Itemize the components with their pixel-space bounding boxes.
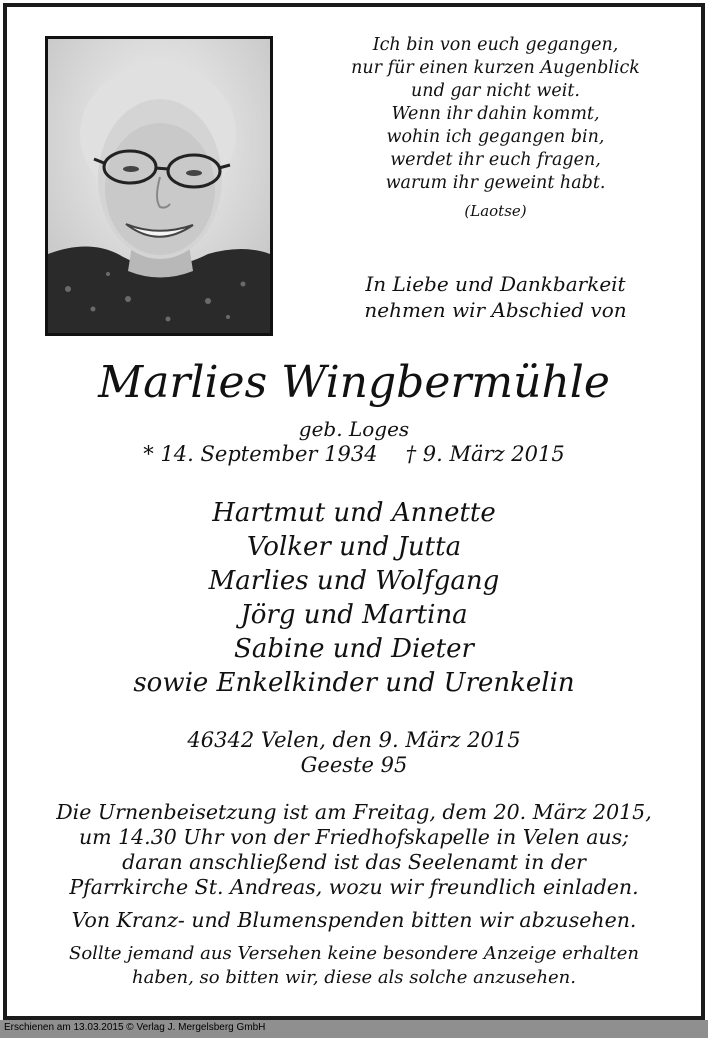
address-line: Geeste 95 <box>300 753 408 777</box>
poem-line: nur für einen kurzen Augenblick <box>351 58 640 78</box>
poem <box>318 34 673 195</box>
burial-line: Die Urnenbeisetzung ist am Freitag, dem 20. März 2015, <box>56 800 652 824</box>
birth-name: geb. Loges <box>298 417 410 441</box>
life-dates <box>0 442 708 466</box>
poem-line: werdet ihr euch fragen, <box>390 150 601 170</box>
family-list <box>0 496 708 700</box>
place-date <box>0 728 708 778</box>
intro-line: nehmen wir Abschied von <box>364 298 627 322</box>
farewell-intro <box>318 271 673 323</box>
burial-info <box>0 800 708 900</box>
poem-source: (Laotse) <box>464 202 527 220</box>
intro-line: In Liebe und Dankbarkeit <box>365 272 626 296</box>
family-member: Sabine und Dieter <box>234 634 474 664</box>
family-member: Volker und Jutta <box>246 532 462 562</box>
deceased-name: Marlies Wingbermühle <box>98 357 610 408</box>
burial-line: daran anschließend ist das Seelenamt in der <box>122 850 586 874</box>
poem-line: und gar nicht weit. <box>411 81 580 101</box>
poem-line: wohin ich gegangen bin, <box>386 127 605 147</box>
burial-line: um 14.30 Uhr von der Friedhofskapelle in Velen aus; <box>78 825 630 849</box>
family-member: sowie Enkelkinder und Urenkelin <box>133 668 575 698</box>
birth-date: * 14. September 1934 <box>143 442 378 466</box>
flowers-note: Von Kranz- und Blumenspenden bitten wir abzusehen. <box>71 908 637 932</box>
publisher-footer <box>0 1020 708 1038</box>
notice-line: Sollte jemand aus Versehen keine besondere Anzeige erhalten <box>69 943 639 964</box>
family-member: Marlies und Wolfgang <box>208 566 500 596</box>
poem-line: warum ihr geweint habt. <box>385 173 606 193</box>
footer-text: Erschienen am 13.03.2015 © Verlag J. Mergelsberg GmbH <box>4 1022 266 1033</box>
burial-line: Pfarrkirche St. Andreas, wozu wir freundlich einladen. <box>69 875 639 899</box>
portrait-photo <box>45 36 273 336</box>
family-member: Hartmut und Annette <box>212 498 496 528</box>
poem-line: Wenn ihr dahin kommt, <box>391 104 600 124</box>
family-member: Jörg und Martina <box>240 600 468 630</box>
notice-line: haben, so bitten wir, diese als solche anzusehen. <box>132 967 576 988</box>
death-date: † 9. März 2015 <box>405 442 565 466</box>
place-line: 46342 Velen, den 9. März 2015 <box>187 728 521 752</box>
poem-line: Ich bin von euch gegangen, <box>372 35 619 55</box>
notice <box>0 942 708 990</box>
